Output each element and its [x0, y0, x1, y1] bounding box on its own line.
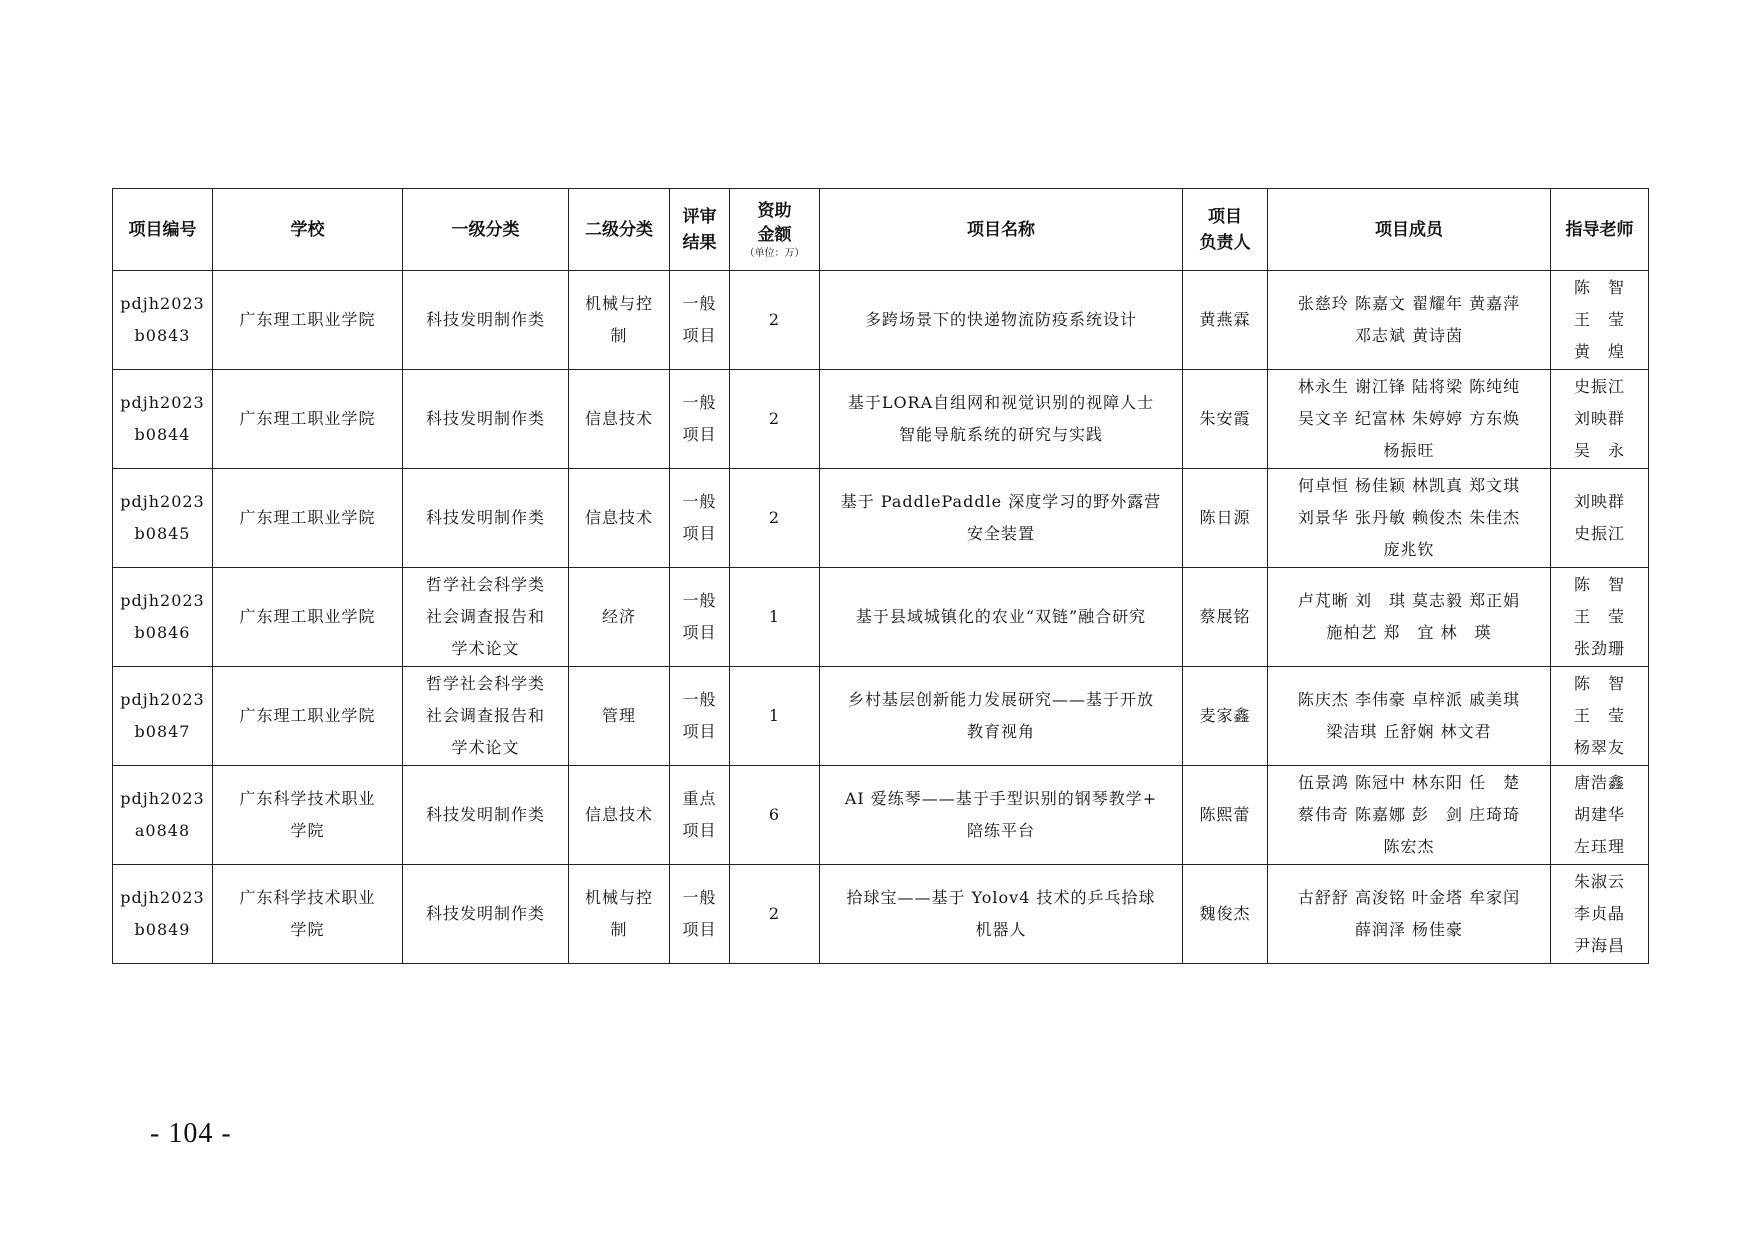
cell-members: 伍景鸿 陈冠中 林东阳 任 楚 蔡伟奇 陈嘉娜 彭 剑 庄琦琦 陈宏杰	[1268, 766, 1551, 865]
grant-table	[112, 188, 1649, 964]
cell-leader: 魏俊杰	[1183, 865, 1268, 964]
cell-leader: 蔡展铭	[1183, 568, 1268, 667]
header-funding-label: 资助 金额	[757, 200, 792, 245]
cell-school: 广东理工职业学院	[213, 667, 403, 766]
cell-project-id: pdjh2023 b0843	[113, 271, 213, 370]
table-row	[113, 370, 1649, 469]
cell-category1: 哲学社会科学类 社会调查报告和 学术论文	[403, 667, 569, 766]
cell-review-result: 一般 项目	[670, 469, 730, 568]
cell-review-result: 一般 项目	[670, 667, 730, 766]
cell-leader: 陈熙蕾	[1183, 766, 1268, 865]
cell-advisors: 朱淑云 李贞晶 尹海昌	[1551, 865, 1649, 964]
cell-category2: 经济	[569, 568, 670, 667]
cell-category2: 信息技术	[569, 766, 670, 865]
cell-category1: 科技发明制作类	[403, 469, 569, 568]
cell-advisors: 唐浩鑫 胡建华 左珏理	[1551, 766, 1649, 865]
grant-table-container	[112, 188, 1649, 964]
cell-project-name: 拾球宝——基于 Yolov4 技术的乒乓拾球 机器人	[820, 865, 1183, 964]
cell-review-result: 一般 项目	[670, 568, 730, 667]
cell-members: 张慈玲 陈嘉文 翟耀年 黄嘉萍 邓志斌 黄诗茵	[1268, 271, 1551, 370]
header-funding-unit: （单位：万）	[744, 247, 805, 259]
cell-members: 林永生 谢江锋 陆将梁 陈纯纯 吴文辛 纪富林 朱婷婷 方东焕 杨振旺	[1268, 370, 1551, 469]
cell-review-result: 一般 项目	[670, 271, 730, 370]
cell-category1: 哲学社会科学类 社会调查报告和 学术论文	[403, 568, 569, 667]
cell-review-result: 一般 项目	[670, 865, 730, 964]
cell-funding: 2	[730, 865, 820, 964]
header-school: 学校	[213, 189, 403, 271]
cell-leader: 黄燕霖	[1183, 271, 1268, 370]
cell-school: 广东理工职业学院	[213, 271, 403, 370]
header-category1: 一级分类	[403, 189, 569, 271]
cell-funding: 1	[730, 568, 820, 667]
cell-members: 古舒舒 高浚铭 叶金塔 牟家闰 薛润泽 杨佳豪	[1268, 865, 1551, 964]
cell-school: 广东理工职业学院	[213, 469, 403, 568]
cell-category2: 信息技术	[569, 469, 670, 568]
cell-school: 广东科学技术职业 学院	[213, 865, 403, 964]
cell-review-result: 重点 项目	[670, 766, 730, 865]
cell-project-name: 基于县域城镇化的农业“双链”融合研究	[820, 568, 1183, 667]
cell-advisors: 刘映群 史振江	[1551, 469, 1649, 568]
cell-category1: 科技发明制作类	[403, 865, 569, 964]
header-members: 项目成员	[1268, 189, 1551, 271]
cell-project-id: pdjh2023 a0848	[113, 766, 213, 865]
table-row	[113, 271, 1649, 370]
cell-project-name: 乡村基层创新能力发展研究——基于开放 教育视角	[820, 667, 1183, 766]
cell-funding: 2	[730, 469, 820, 568]
cell-project-id: pdjh2023 b0846	[113, 568, 213, 667]
cell-funding: 2	[730, 370, 820, 469]
header-project-id: 项目编号	[113, 189, 213, 271]
cell-category2: 机械与控 制	[569, 865, 670, 964]
header-row	[113, 189, 1649, 271]
header-review-result: 评审 结果	[670, 189, 730, 271]
cell-advisors: 陈 智 王 莹 黄 煌	[1551, 271, 1649, 370]
table-row	[113, 667, 1649, 766]
table-row	[113, 766, 1649, 865]
cell-project-id: pdjh2023 b0847	[113, 667, 213, 766]
header-project-name: 项目名称	[820, 189, 1183, 271]
cell-leader: 麦家鑫	[1183, 667, 1268, 766]
cell-leader: 陈日源	[1183, 469, 1268, 568]
cell-advisors: 陈 智 王 莹 张劲珊	[1551, 568, 1649, 667]
cell-advisors: 陈 智 王 莹 杨翠友	[1551, 667, 1649, 766]
header-leader: 项目 负责人	[1183, 189, 1268, 271]
cell-advisors: 史振江 刘映群 吴 永	[1551, 370, 1649, 469]
cell-school: 广东理工职业学院	[213, 370, 403, 469]
cell-category2: 机械与控 制	[569, 271, 670, 370]
cell-school: 广东科学技术职业 学院	[213, 766, 403, 865]
cell-funding: 2	[730, 271, 820, 370]
cell-members: 何卓恒 杨佳颖 林凯真 郑文琪 刘景华 张丹敏 赖俊杰 朱佳杰 庞兆钦	[1268, 469, 1551, 568]
cell-funding: 6	[730, 766, 820, 865]
header-category2: 二级分类	[569, 189, 670, 271]
cell-category1: 科技发明制作类	[403, 766, 569, 865]
table-row	[113, 568, 1649, 667]
cell-category1: 科技发明制作类	[403, 271, 569, 370]
table-row	[113, 469, 1649, 568]
header-funding	[730, 189, 820, 271]
cell-project-name: 基于LORA自组网和视觉识别的视障人士 智能导航系统的研究与实践	[820, 370, 1183, 469]
cell-category2: 信息技术	[569, 370, 670, 469]
page-number: - 104 -	[150, 1118, 232, 1149]
cell-project-id: pdjh2023 b0845	[113, 469, 213, 568]
cell-category1: 科技发明制作类	[403, 370, 569, 469]
cell-review-result: 一般 项目	[670, 370, 730, 469]
cell-members: 卢芃晰 刘 琪 莫志毅 郑正娟 施柏艺 郑 宜 林 瑛	[1268, 568, 1551, 667]
cell-school: 广东理工职业学院	[213, 568, 403, 667]
cell-leader: 朱安霞	[1183, 370, 1268, 469]
cell-project-id: pdjh2023 b0844	[113, 370, 213, 469]
table-row	[113, 865, 1649, 964]
cell-project-name: 基于 PaddlePaddle 深度学习的野外露营 安全装置	[820, 469, 1183, 568]
cell-project-name: 多跨场景下的快递物流防疫系统设计	[820, 271, 1183, 370]
cell-project-id: pdjh2023 b0849	[113, 865, 213, 964]
cell-funding: 1	[730, 667, 820, 766]
header-advisors: 指导老师	[1551, 189, 1649, 271]
cell-project-name: AI 爱练琴——基于手型识别的钢琴教学+ 陪练平台	[820, 766, 1183, 865]
cell-members: 陈庆杰 李伟豪 卓梓派 戚美琪 梁洁琪 丘舒娴 林文君	[1268, 667, 1551, 766]
cell-category2: 管理	[569, 667, 670, 766]
